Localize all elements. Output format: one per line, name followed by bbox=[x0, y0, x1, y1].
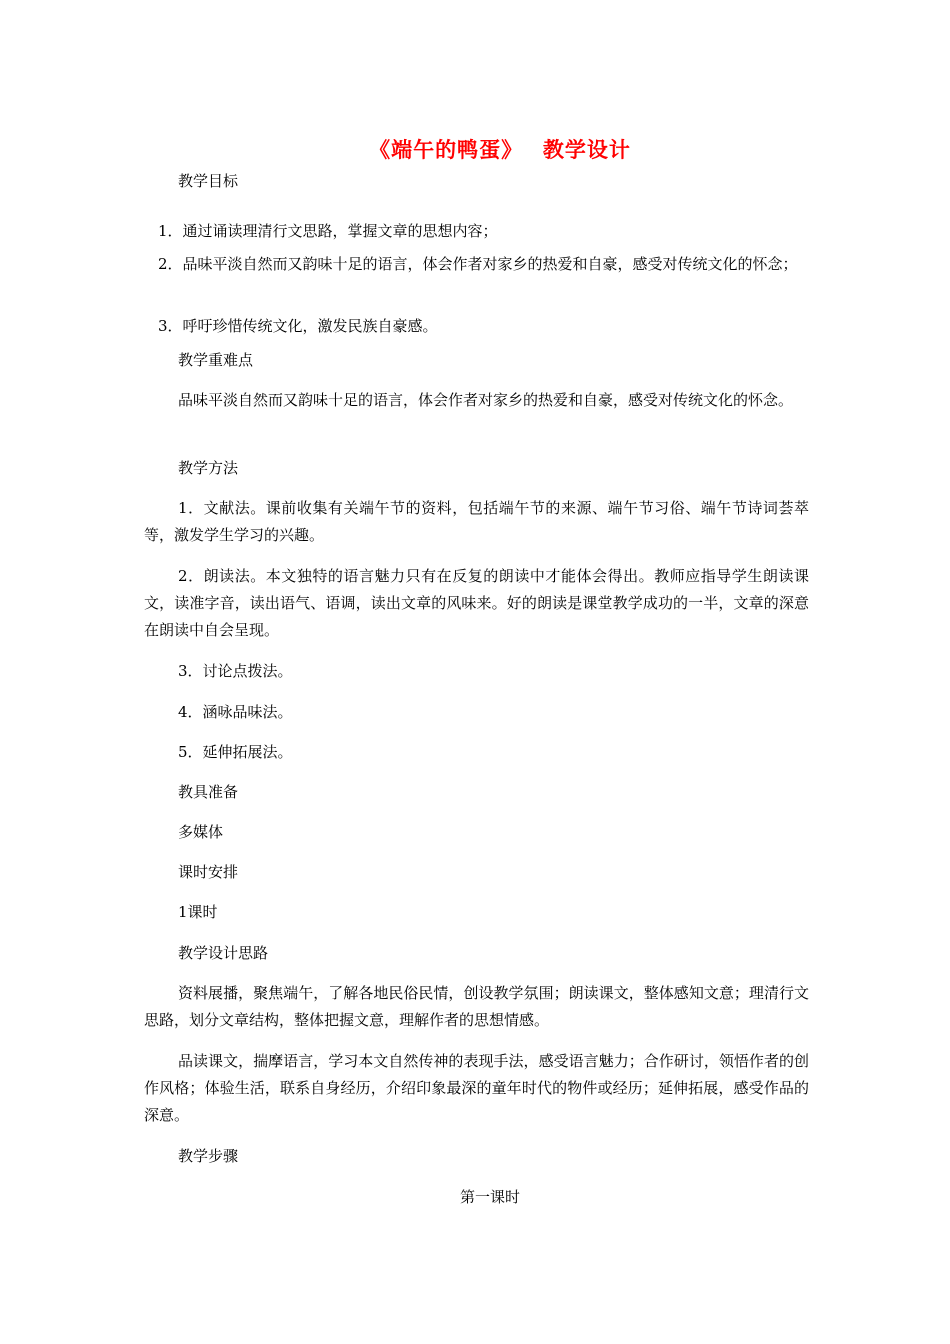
design-paragraph: 资料展播，聚焦端午，了解各地民俗民情，创设教学氛围；朗读课文，整体感知文意；理清行文思路，划分文章结构，整体把握文意，理解作者的思想情感。 bbox=[144, 984, 809, 1029]
schedule-heading: 课时安排 bbox=[178, 863, 239, 881]
objective-item: 3．呼吁珍惜传统文化，激发民族自豪感。 bbox=[158, 317, 438, 335]
method-item: 5．延伸拓展法。 bbox=[178, 743, 293, 761]
document-title: 《端午的鸭蛋》 教学设计 bbox=[369, 138, 631, 162]
method-item: 2．朗读法。本文独特的语言魅力只有在反复的朗读中才能体会得出。教师应指导学生朗读课文，读准字音，读出语气、语调，读出文章的风味来。好的朗读是课堂教学成功的一半，文章的深意在朗读中自会呈现。 bbox=[144, 567, 809, 639]
key-points-paragraph: 品味平淡自然而又韵味十足的语言，体会作者对家乡的热爱和自豪，感受对传统文化的怀念。 bbox=[178, 391, 794, 409]
lesson-label: 第一课时 bbox=[459, 1188, 520, 1206]
method-item: 4．涵咏品味法。 bbox=[178, 703, 293, 721]
design-heading: 教学设计思路 bbox=[178, 944, 269, 962]
tools-text: 多媒体 bbox=[178, 823, 224, 841]
method-item: 3．讨论点拨法。 bbox=[178, 662, 293, 680]
design-paragraph: 品读课文，揣摩语言，学习本文自然传神的表现手法，感受语言魅力；合作研讨，领悟作者的创作风格；体验生活，联系自身经历，介绍印象最深的童年时代的物件或经历；延伸拓展，感受作品的深意。 bbox=[144, 1052, 809, 1124]
schedule-text: 1课时 bbox=[178, 903, 218, 921]
method-item: 1．文献法。课前收集有关端午节的资料，包括端午节的来源、端午节习俗、端午节诗词荟萃等，激发学生学习的兴趣。 bbox=[144, 499, 809, 544]
steps-heading: 教学步骤 bbox=[178, 1147, 239, 1165]
tools-heading: 教具准备 bbox=[178, 783, 239, 801]
objectives-heading: 教学目标 bbox=[178, 172, 239, 190]
objective-item: 1．通过诵读理清行文思路，掌握文章的思想内容； bbox=[158, 222, 498, 240]
methods-heading: 教学方法 bbox=[178, 459, 239, 477]
objective-item: 2．品味平淡自然而又韵味十足的语言，体会作者对家乡的热爱和自豪，感受对传统文化的怀念； bbox=[158, 255, 798, 273]
key-points-heading: 教学重难点 bbox=[178, 351, 254, 369]
